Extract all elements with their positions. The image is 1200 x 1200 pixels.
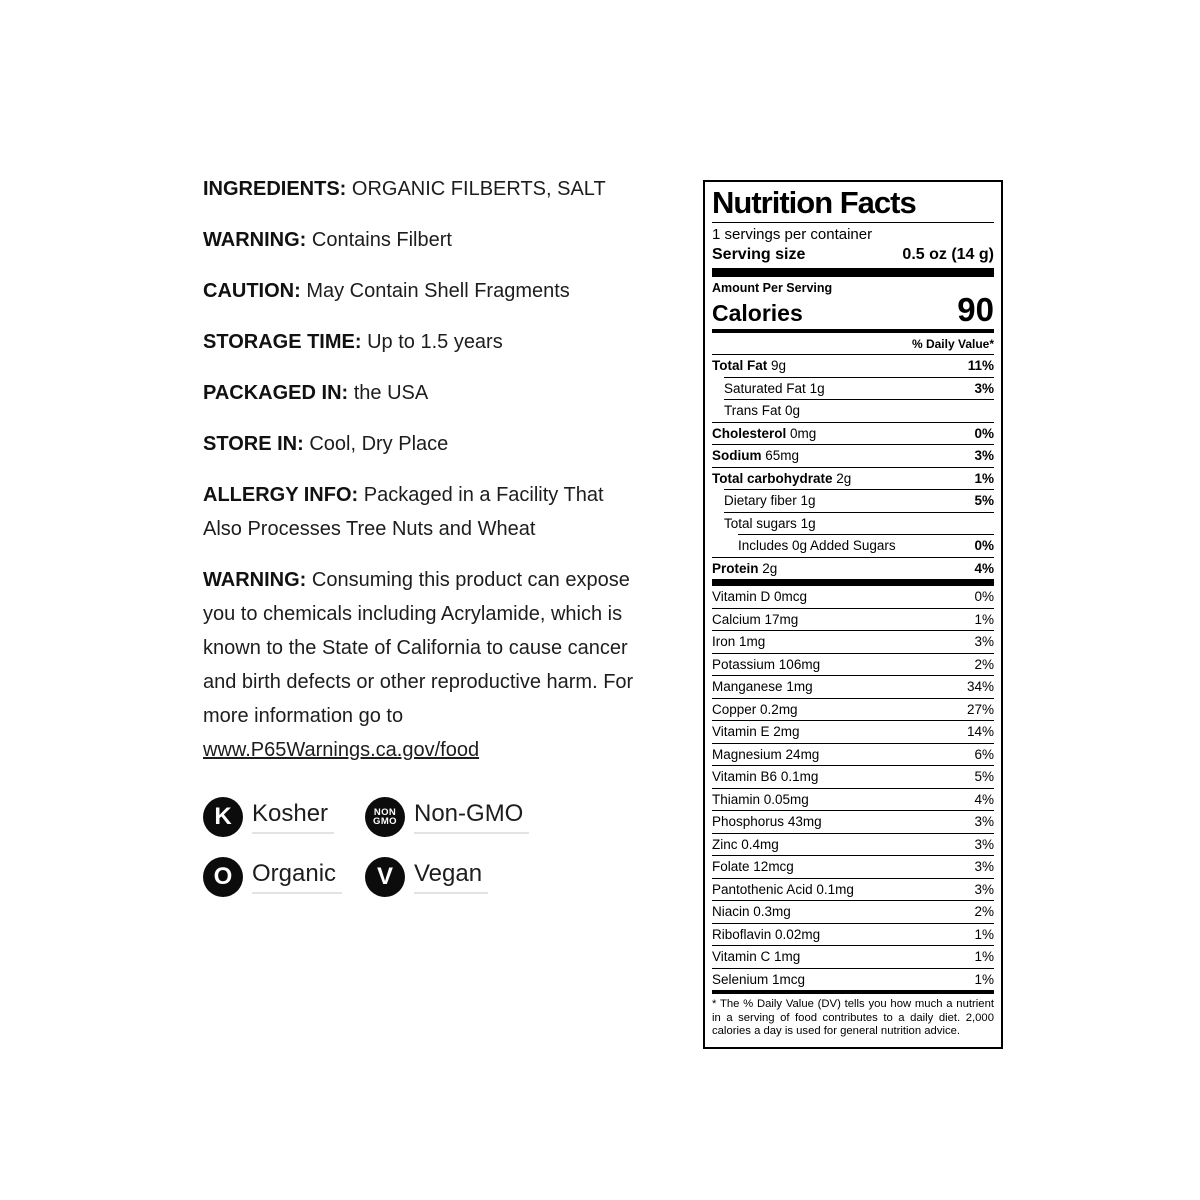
info-section-warning [203, 223, 645, 257]
daily-value-percent: 0% [974, 538, 994, 553]
vitamin-row-riboflavin [712, 923, 994, 946]
daily-value-percent: 2% [974, 656, 994, 672]
nutrient-row-sodium [712, 444, 994, 467]
daily-value-percent: 0% [974, 589, 994, 604]
nutrient-amount: 0.2mg [760, 701, 798, 717]
organic-icon: O [203, 857, 243, 897]
nutrient-amount: 1g [809, 380, 825, 396]
nutrient-name: Vitamin B6 [712, 769, 778, 784]
nutrient-name: Phosphorus [712, 814, 785, 829]
info-section-caution [203, 274, 645, 308]
info-section-text: Cool, Dry Place [309, 433, 449, 455]
nutrient-name-amount [712, 792, 809, 808]
nutrient-name-amount [712, 814, 822, 830]
nutrient-name: Dietary fiber [724, 493, 797, 508]
daily-value-percent: 4% [974, 791, 994, 807]
vitamin-row-manganese [712, 675, 994, 698]
daily-value-header: % Daily Value* [911, 337, 994, 351]
vitamin-row-calcium [712, 608, 994, 631]
nutrient-name-amount [712, 471, 851, 487]
vegan-icon: V [365, 857, 405, 897]
info-section-label: WARNING: [203, 569, 307, 591]
vitamin-row-vitamin-e [712, 720, 994, 743]
nutrient-name-amount [712, 837, 779, 853]
nutrient-name-amount [712, 426, 816, 442]
nutrient-amount: 0.1mg [780, 769, 819, 784]
nutrient-name-amount [712, 358, 786, 374]
nutrient-row-dietary-fiber [724, 489, 994, 512]
daily-value-percent: 6% [974, 746, 994, 762]
badge-nongmo [365, 797, 529, 837]
badge-label: Organic [252, 861, 342, 894]
daily-value-percent: 14% [966, 724, 994, 739]
calories-row [712, 291, 994, 329]
nutrient-name: Vitamin D [712, 589, 771, 604]
nutrient-amount: 0mcg [774, 589, 808, 604]
nutrient-amount: 0.05mg [763, 791, 809, 807]
nutrient-name-amount [738, 538, 896, 554]
info-section-text: Up to 1.5 years [367, 331, 503, 353]
thick-divider-bar [712, 579, 994, 586]
info-section-packagedin [203, 376, 645, 410]
nutrient-name: Selenium [712, 971, 769, 987]
nutrient-row-total-carbohydrate [712, 467, 994, 490]
nutrient-amount: 0g [785, 403, 801, 418]
vitamin-row-vitamin-d [712, 586, 994, 608]
daily-value-percent: 11% [967, 358, 994, 373]
certification-badges [203, 797, 645, 897]
nutrient-name: Iron [712, 634, 736, 649]
info-section-label: INGREDIENTS: [203, 178, 347, 200]
badge-label: Vegan [414, 861, 488, 894]
nutrient-amount: 65mg [765, 448, 800, 463]
nutrient-name: Niacin [712, 904, 750, 919]
nutrient-amount: 2mg [773, 724, 800, 739]
daily-value-percent: 1% [974, 470, 994, 486]
nutrient-name: Total sugars [724, 515, 797, 531]
nutrient-name-amount [712, 927, 820, 943]
nutrient-name-amount [712, 747, 819, 763]
info-section-ingredients [203, 172, 645, 206]
nutrient-amount: 2g [762, 560, 778, 576]
nutrient-name: Vitamin C [712, 949, 771, 964]
nutrient-name-amount [712, 769, 818, 785]
nutrient-amount: 1mcg [772, 971, 806, 987]
info-section-text: Contains Filbert [311, 229, 452, 251]
daily-value-percent: 0% [974, 425, 994, 441]
nutrient-name: Riboflavin [712, 926, 772, 942]
nutrition-facts-title: Nutrition Facts [712, 186, 994, 223]
non-gmo-icon: NON GMO [365, 797, 405, 837]
nutrient-amount: 24mg [785, 746, 820, 762]
product-info-column [203, 172, 645, 897]
badge-label: Non-GMO [414, 801, 529, 834]
calories-label: Calories [712, 300, 803, 326]
nutrient-name: Folate [712, 859, 750, 874]
nutrient-amount: 17mg [764, 611, 799, 627]
daily-value-percent: 3% [974, 881, 994, 897]
nutrient-name-amount [724, 403, 800, 419]
nutrient-name-amount [712, 724, 800, 740]
badge-organic [203, 857, 365, 897]
vitamin-row-selenium [712, 968, 994, 991]
nutrient-name: Protein [712, 560, 759, 576]
info-section-text: May Contain Shell Fragments [306, 280, 570, 302]
amount-per-serving-label: Amount Per Serving [712, 281, 833, 295]
nutrient-name-amount [712, 882, 854, 898]
daily-value-footnote: * The % Daily Value (DV) tells you how much a nutrient in a serving of food contributes to a daily diet. 2,000 calories a day is used for general nutrition advice. [712, 998, 994, 1037]
badge-label: Kosher [252, 801, 334, 834]
nutrient-name: Potassium [712, 656, 776, 672]
info-section-label: WARNING: [203, 229, 307, 251]
daily-value-percent: 4% [974, 560, 994, 576]
daily-value-percent: 3% [974, 814, 994, 829]
nutrient-name: Vitamin E [712, 724, 770, 739]
p65-warnings-link[interactable]: www.P65Warnings.ca.gov/food [203, 739, 480, 761]
nutrient-name: Magnesium [712, 746, 782, 762]
nutrient-name-amount [712, 634, 765, 650]
servings-per-container: 1 servings per container [712, 226, 873, 243]
info-section-text: the USA [353, 382, 429, 404]
product-info-sections [203, 172, 645, 767]
nutrient-amount: 1mg [774, 949, 801, 964]
thick-divider-bar [712, 268, 994, 277]
nutrient-name-amount [724, 381, 825, 397]
daily-value-percent: 1% [974, 949, 994, 964]
nutrient-amount: 0.1mg [816, 881, 854, 897]
vitamin-row-phosphorus [712, 810, 994, 833]
nutrient-name-amount [724, 493, 816, 509]
nutrition-facts-panel [703, 180, 1003, 1049]
nutrient-name: Copper [712, 701, 757, 717]
vitamin-row-potassium [712, 653, 994, 676]
serving-size-value: 0.5 oz (14 g) [902, 246, 994, 263]
nutrient-name: Manganese [712, 679, 783, 694]
vitamin-row-zinc [712, 833, 994, 856]
nutrient-amount: 0.4mg [741, 836, 779, 852]
info-section-text: Consuming this product can expose you to chemicals including Acrylamide, which is known to the State of California to cause cancer and birth defects or other reproductive harm. For more information go to [203, 569, 634, 727]
nutrient-name: Sodium [712, 448, 762, 463]
info-section-text: ORGANIC FILBERTS, SALT [351, 178, 606, 200]
nutrient-amount: 106mg [778, 656, 821, 672]
nutrient-name-amount [724, 516, 816, 532]
nutrient-name-amount [712, 972, 805, 988]
vitamins-table [712, 586, 994, 990]
vitamin-row-folate [712, 855, 994, 878]
nutrient-amount: 0.3mg [753, 904, 791, 919]
info-section-warning [203, 563, 645, 767]
calories-value: 90 [957, 291, 994, 328]
info-section-text: Packaged in a Facility That Also Processes Tree Nuts and Wheat [203, 484, 604, 540]
nutrient-name-amount [712, 589, 807, 605]
vitamin-row-thiamin [712, 788, 994, 811]
nutrient-row-cholesterol [712, 422, 994, 445]
nutrient-name: Thiamin [712, 791, 761, 807]
nutrient-name-amount [712, 448, 799, 464]
info-section-storein [203, 427, 645, 461]
daily-value-percent: 2% [974, 904, 994, 919]
daily-value-percent: 3% [974, 380, 994, 396]
nutrient-name-amount [712, 561, 777, 577]
nutrient-name: Includes 0g Added Sugars [738, 538, 896, 553]
daily-value-percent: 3% [974, 448, 994, 463]
serving-size-label: Serving size [712, 246, 806, 263]
info-section-allergyinfo [203, 478, 645, 546]
daily-value-percent: 34% [966, 679, 994, 694]
serving-size-row [712, 244, 994, 268]
nutrient-name: Trans Fat [724, 403, 782, 418]
nutrient-row-protein [712, 557, 994, 580]
nutrient-amount: 1mg [739, 634, 766, 649]
nutrient-amount: 0.02mg [775, 926, 821, 942]
daily-value-percent: 5% [974, 493, 994, 508]
nutrient-row-includes-0g-added-sugars [738, 534, 994, 557]
vitamin-row-magnesium [712, 743, 994, 766]
nutrient-row-total-fat [712, 354, 994, 377]
info-section-label: STORE IN: [203, 433, 304, 455]
info-section-label: PACKAGED IN: [203, 382, 349, 404]
vitamin-row-niacin [712, 900, 994, 923]
info-section-storagetime [203, 325, 645, 359]
nutrient-name: Saturated Fat [724, 380, 806, 396]
nutrient-amount: 0mg [790, 425, 817, 441]
nutrient-amount: 1mg [786, 679, 813, 694]
nutrient-amount: 43mg [787, 814, 822, 829]
vitamin-row-vitamin-b6 [712, 765, 994, 788]
nutrient-name: Cholesterol [712, 425, 787, 441]
badge-vegan [365, 857, 529, 897]
nutrients-table [712, 354, 994, 579]
nutrient-name: Zinc [712, 836, 738, 852]
vitamin-row-vitamin-c [712, 945, 994, 968]
nutrient-name-amount [712, 702, 798, 718]
info-section-label: STORAGE TIME: [203, 331, 362, 353]
nutrient-row-saturated-fat [724, 377, 994, 400]
nutrient-amount: 2g [836, 470, 852, 486]
nutrient-amount: 12mcg [753, 859, 794, 874]
nutrient-name: Calcium [712, 611, 761, 627]
info-section-label: ALLERGY INFO: [203, 484, 359, 506]
daily-value-percent: 5% [974, 769, 994, 784]
info-section-label: CAUTION: [203, 280, 301, 302]
daily-value-percent: 27% [966, 701, 994, 717]
nutrient-name: Pantothenic Acid [712, 881, 813, 897]
nutrient-row-trans-fat [724, 399, 994, 422]
vitamin-row-copper [712, 698, 994, 721]
nutrient-name: Total carbohydrate [712, 470, 833, 486]
nutrient-name: Total Fat [712, 358, 768, 373]
badge-kosher [203, 797, 365, 837]
daily-value-percent: 1% [974, 926, 994, 942]
daily-value-percent: 3% [974, 836, 994, 852]
nutrient-amount: 9g [771, 358, 787, 373]
nutrient-name-amount [712, 612, 798, 628]
nutrient-name-amount [712, 657, 820, 673]
daily-value-percent: 3% [974, 859, 994, 874]
nutrient-amount: 1g [800, 515, 816, 531]
kosher-icon: K [203, 797, 243, 837]
nutrient-row-total-sugars [724, 512, 994, 535]
daily-value-percent: 1% [974, 611, 994, 627]
vitamin-row-iron [712, 630, 994, 653]
nutrient-amount: 1g [800, 493, 816, 508]
nutrient-name-amount [712, 859, 794, 875]
nutrient-name-amount [712, 904, 791, 920]
nutrient-name-amount [712, 949, 800, 965]
daily-value-percent: 3% [974, 634, 994, 649]
vitamin-row-pantothenic-acid [712, 878, 994, 901]
nutrient-name-amount [712, 679, 813, 695]
daily-value-percent: 1% [974, 971, 994, 987]
